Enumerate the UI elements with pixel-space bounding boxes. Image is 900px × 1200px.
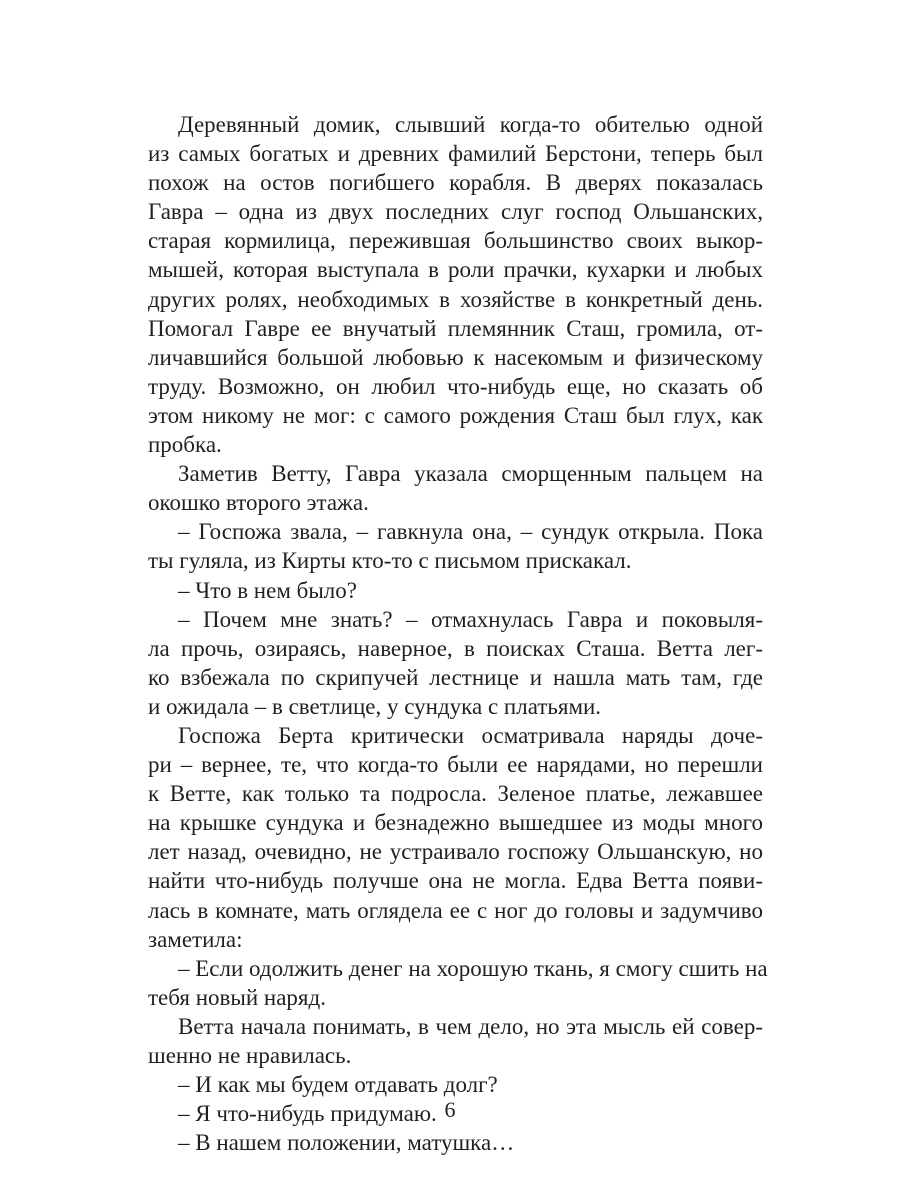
text-line: ты гуляла, из Кирты кто-то с письмом прискакал.	[148, 548, 632, 574]
text-line: шенно не нравилась.	[148, 1043, 352, 1068]
paragraph	[148, 721, 763, 954]
text-line: на крышке сундука и безнадежно вышедшее из моды много	[148, 810, 763, 836]
text-line: – Если одолжить денег на хорошую ткань, я смогу сшить на	[178, 955, 768, 981]
text-line: личавшийся большой любовью к насекомым и физическому	[148, 344, 763, 370]
text-line: ла прочь, озираясь, наверное, в поисках Сташа. Ветта лег-	[148, 635, 763, 661]
body-text	[148, 110, 768, 1157]
page-number: 6	[444, 1097, 456, 1122]
text-line: заметила:	[148, 926, 243, 952]
text-line: лет назад, очевидно, не устраивало госпожу Ольшанскую, но	[148, 839, 763, 865]
text-line: Гавра – одна из двух последних слуг господ Ольшанских,	[148, 199, 763, 225]
text-line: Деревянный домик, слывший когда-то обителью одной	[178, 112, 763, 137]
paragraph	[148, 1012, 763, 1070]
paragraph	[148, 459, 763, 517]
text-line: старая кормилица, пережившая большинство своих выкор-	[148, 228, 763, 254]
text-line: Заметив Ветту, Гавра указала сморщенным пальцем на	[178, 461, 763, 487]
text-line: труду. Возможно, он любил что-нибудь еще, но сказать об	[148, 373, 763, 399]
text-line: других ролях, необходимых в хозяйстве в конкретный день.	[148, 286, 763, 312]
text-line: тебя новый наряд.	[148, 984, 326, 1010]
paragraph	[148, 576, 763, 605]
text-line: Госпожа Берта критически осматривала наряды доче-	[178, 722, 763, 748]
text-line: к Ветте, как только та подросла. Зеленое платье, лежавшее	[148, 781, 763, 807]
text-line: – В нашем положении, матушка…	[178, 1130, 515, 1156]
paragraph	[148, 1070, 763, 1099]
text-line: ко взбежала по скрипучей лестнице и нашла мать там, где	[148, 664, 763, 690]
text-line: – Я что-нибудь придумаю.	[178, 1101, 437, 1127]
text-line: – Что в нем было?	[178, 577, 357, 603]
text-line: Помогал Гавре ее внучатый племянник Сташ, громила, от-	[148, 315, 763, 341]
text-line: найти что-нибудь получше она не могла. Едва Ветта появи-	[148, 868, 763, 894]
text-line: окошко второго этажа.	[148, 490, 369, 516]
text-line: – Почем мне знать? – отмахнулась Гавра и поковыля-	[178, 606, 763, 632]
text-line: из самых богатых и древних фамилий Берстони, теперь был	[148, 141, 763, 167]
paragraph	[148, 110, 763, 459]
text-line: ри – вернее, те, что когда-то были ее нарядами, но перешли	[148, 752, 763, 778]
text-line: этом никому не мог: с самого рождения Сташ был глух, как	[148, 402, 763, 428]
text-line: – Госпожа звала, – гавкнула она, – сундук открыла. Пока	[178, 519, 763, 545]
paragraph	[148, 954, 768, 1012]
text-line: мышей, которая выступала в роли прачки, кухарки и любых	[148, 257, 763, 283]
text-line: лась в комнате, мать оглядела ее с ног до головы и задумчиво	[148, 897, 763, 923]
text-line: пробка.	[148, 432, 222, 458]
text-line: и ожидала – в светлице, у сундука с платьями.	[148, 693, 602, 719]
paragraph	[148, 1128, 763, 1157]
paragraph	[148, 605, 763, 721]
paragraph	[148, 517, 763, 575]
text-line: – И как мы будем отдавать долг?	[178, 1072, 498, 1098]
text-line: Ветта начала понимать, в чем дело, но эта мысль ей совер-	[178, 1013, 763, 1039]
text-line: похож на остов погибшего корабля. В дверях показалась	[148, 170, 763, 196]
